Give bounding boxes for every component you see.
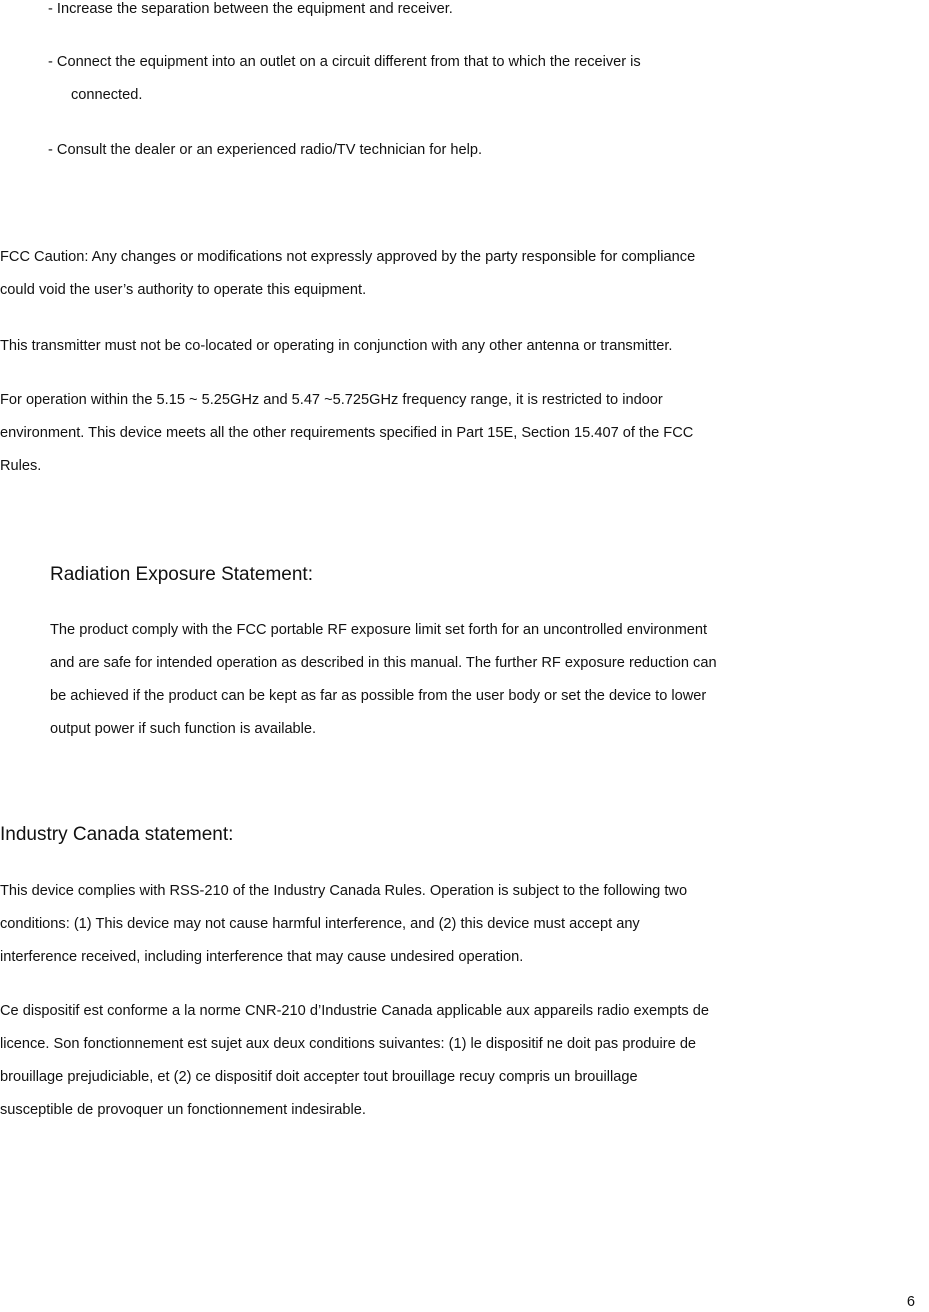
industry-canada-french-paragraph: Ce dispositif est conforme a la norme CNR-210 d’Industrie Canada applicable aux appareils radio exempts de licence. Son fonctionnement est sujet aux deux conditions suivantes: (1) le dispositif ne doit pas produire de brouillage prejudiciable, et (2) ce dispositif doit accepter tout brouillage recuy compris un brouillage susceptible de provoquer un fonctionnement indesirable. [0, 1003, 709, 1118]
bullet-connect-outlet [48, 49, 641, 108]
bullet-connect-line2: connected. [71, 87, 143, 103]
industry-canada-english-paragraph: This device complies with RSS-210 of the Industry Canada Rules. Operation is subject to the following two conditions: (1) This device may not cause harmful interference, and (2) this device must accept any interference received, including interference that may cause undesired operation. [0, 883, 688, 965]
page-number: 6 [906, 1294, 915, 1310]
fcc-transmitter-paragraph: This transmitter must not be co-located or operating in conjunction with any other antenna or transmitter. [0, 338, 673, 354]
fcc-caution-paragraph: FCC Caution: Any changes or modifications not expressly approved by the party responsible for compliance could void the user’s authority to operate this equipment. [0, 249, 696, 298]
radiation-heading: Radiation Exposure Statement: [50, 564, 313, 585]
bullet-increase-separation: - Increase the separation between the equipment and receiver. [48, 1, 453, 17]
radiation-paragraph: The product comply with the FCC portable RF exposure limit set forth for an uncontrolled environment and are safe for intended operation as described in this manual. The further RF exposure reduction can be achieved if the product can be kept as far as possible from the user body or set the device to lower output power if such function is available. [50, 622, 717, 737]
industry-canada-heading: Industry Canada statement: [0, 824, 234, 845]
bullet-consult-dealer: - Consult the dealer or an experienced radio/TV technician for help. [48, 142, 483, 158]
bullet-connect-line1: - Connect the equipment into an outlet on a circuit different from that to which the receiver is [48, 54, 641, 70]
fcc-operation-paragraph: For operation within the 5.15 ~ 5.25GHz and 5.47 ~5.725GHz frequency range, it is restricted to indoor environment. This device meets all the other requirements specified in Part 15E, Section 15.407 of the FCC Rules. [0, 392, 694, 474]
